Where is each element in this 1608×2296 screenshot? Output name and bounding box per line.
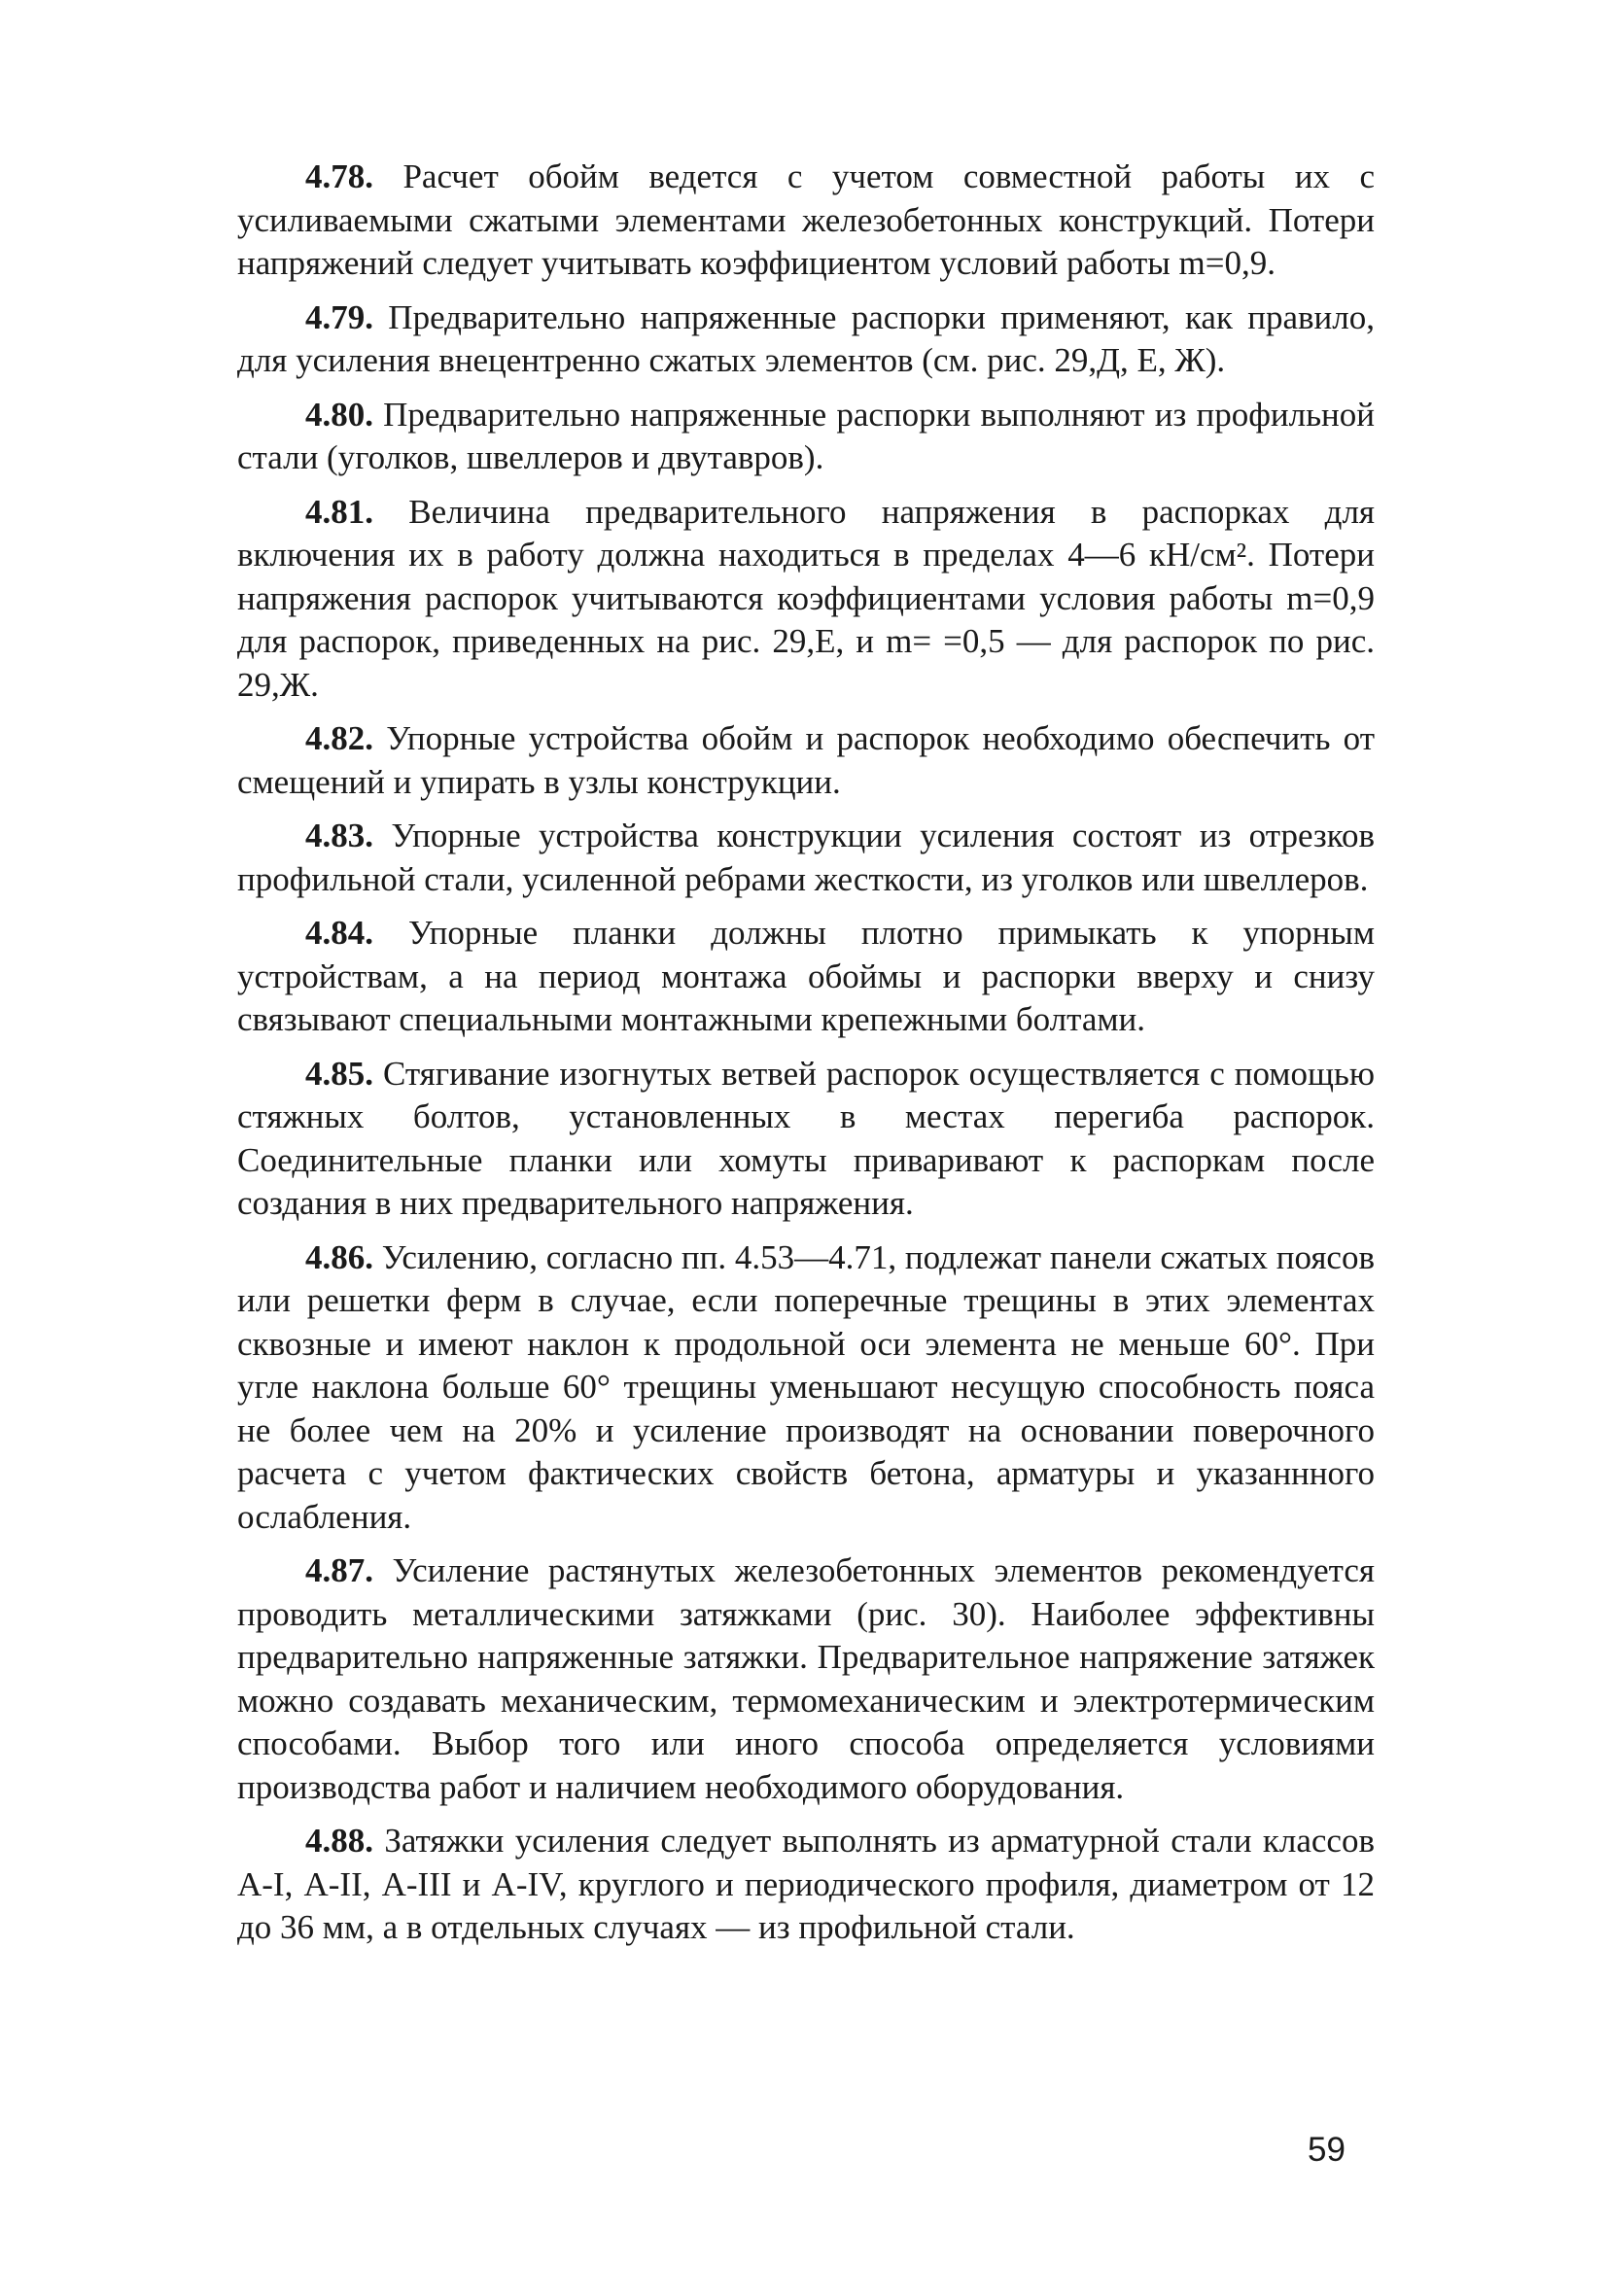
paragraph-text: Усиление растянутых железобетонных элементов рекомендуется проводить металлическими затяжками (рис. 30). Наиболее эффективны предварительно напряженные затяжки. Предварительное напряжение затяжек можно создавать механическим, термомеханическим и электротермическим способами. Выбор того или иного способа определяется условиями производства работ и наличием необходимого оборудования. (237, 1551, 1375, 1806)
paragraph-4-86 (237, 1236, 1375, 1540)
paragraph-4-80 (237, 394, 1375, 480)
paragraph-number: 4.86. (305, 1237, 373, 1276)
paragraph-4-81 (237, 491, 1375, 708)
paragraph-number: 4.83. (305, 817, 373, 854)
paragraph-text: Усилению, согласно пп. 4.53—4.71, подлежат панели сжатых поясов или решетки ферм в случае, если поперечные трещины в этих элементах сквозные и имеют наклон к продольной оси элемента не меньше 60°. При угле наклона больше 60° трещины уменьшают несущую способность пояса не более чем на 20% и усиление производят на основании поверочного расчета с учетом фактических свойств бетона, арматуры и указаннного ослабления. (237, 1237, 1375, 1536)
paragraph-text: Величина предварительного напряжения в распорках для включения их в работу должна находиться в пределах 4—6 кН/см². Потери напряжения распорок учитываются коэффициентами условия работы m=0,9 для распорок, приведенных на рис. 29,Е, и m= =0,5 — для распорок по рис. 29,Ж. (237, 492, 1376, 704)
paragraph-4-83 (237, 815, 1375, 901)
page-number: 59 (1308, 2131, 1346, 2169)
paragraph-text: Расчет обойм ведется с учетом совместной работы их с усиливаемыми сжатыми элементами железобетонных конструкций. Потери напряжений следует учитывать коэффициентом условий работы m=0,9. (237, 157, 1375, 282)
paragraph-4-88 (237, 1820, 1375, 1950)
paragraph-number: 4.87. (305, 1551, 373, 1589)
paragraph-number: 4.80. (305, 395, 373, 434)
paragraph-4-78 (237, 156, 1375, 286)
paragraph-number: 4.84. (305, 914, 373, 952)
page-body (237, 156, 1375, 1961)
paragraph-number: 4.88. (305, 1822, 373, 1860)
paragraph-text: Стягивание изогнутых ветвей распорок осуществляется с помощью стяжных болтов, установленных в местах перегиба распорок. Соединительные планки или хомуты приваривают к распоркам после создания в них предварительного напряжения. (237, 1054, 1375, 1222)
paragraph-text: Упорные планки должны плотно примыкать к упорным устройствам, а на период монтажа обоймы и распорки вверху и снизу связывают специальными монтажными крепежными болтами. (237, 914, 1376, 1038)
paragraph-number: 4.79. (305, 297, 373, 336)
paragraph-text: Предварительно напряженные распорки выполняют из профильной стали (уголков, швеллеров и двутавров). (237, 395, 1375, 476)
paragraph-4-85 (237, 1053, 1375, 1226)
paragraph-4-82 (237, 717, 1375, 804)
paragraph-number: 4.78. (305, 157, 373, 195)
paragraph-4-87 (237, 1549, 1375, 1809)
paragraph-number: 4.82. (305, 719, 373, 757)
paragraph-text: Предварительно напряженные распорки применяют, как правило, для усиления внецентренно сжатых элементов (см. рис. 29,Д, Е, Ж). (237, 297, 1376, 379)
paragraph-number: 4.85. (305, 1054, 373, 1093)
paragraph-number: 4.81. (305, 492, 373, 531)
paragraph-4-79 (237, 296, 1375, 383)
paragraph-text: Затяжки усиления следует выполнять из арматурной стали классов А-I, А-II, А-III и А-IV, круглого и периодического профиля, диаметром от 12 до 36 мм, а в отдельных случаях — из профильной стали. (237, 1822, 1375, 1946)
paragraph-text: Упорные устройства конструкции усиления состоят из отрезков профильной стали, усиленной ребрами жесткости, из уголков или швеллеров. (237, 817, 1375, 898)
paragraph-text: Упорные устройства обойм и распорок необходимо обеспечить от смещений и упирать в узлы конструкции. (237, 719, 1376, 801)
paragraph-4-84 (237, 912, 1375, 1042)
